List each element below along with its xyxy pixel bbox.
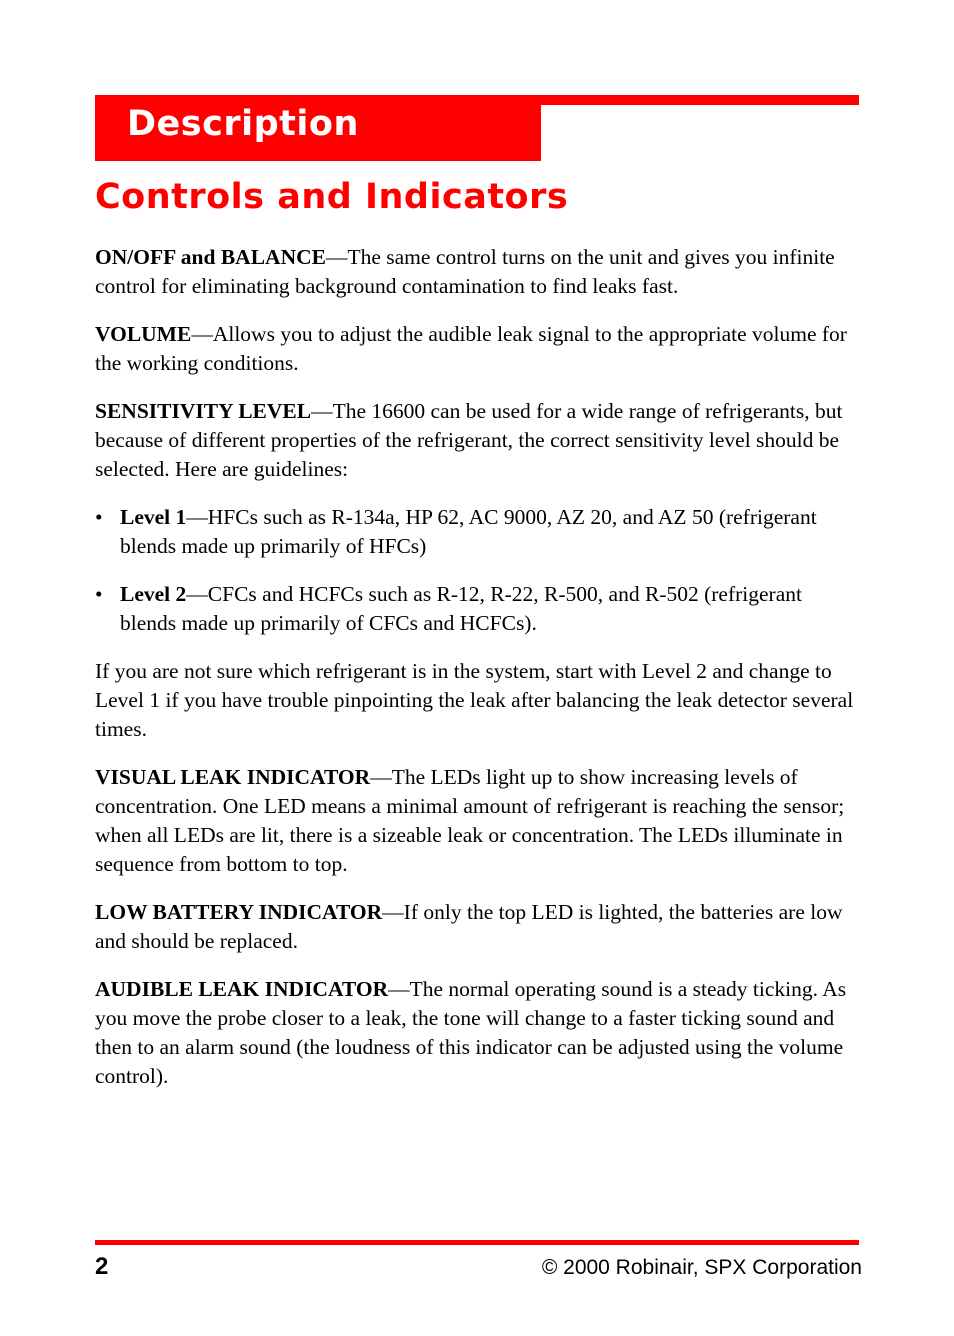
term-label: VISUAL LEAK INDICATOR <box>95 765 371 789</box>
page-number: 2 <box>95 1253 109 1280</box>
term-description: —Allows you to adjust the audible leak signal to the appropriate volume for the working conditions. <box>95 322 847 375</box>
term-label: AUDIBLE LEAK INDICATOR <box>95 977 389 1001</box>
term-description: —The LEDs light up to show increasing levels of concentration. One LED means a minimal amount of refrigerant is reaching the sensor; when all LEDs are lit, there is a sizeable leak or concentration. The LEDs illuminate in sequence from bottom to top. <box>95 765 845 876</box>
level-list <box>95 503 857 638</box>
paragraph-note: If you are not sure which refrigerant is in the system, start with Level 2 and change to Level 1 if you have trouble pinpointing the leak after balancing the leak detector several times. <box>95 659 854 741</box>
bullet-icon: • <box>95 505 103 529</box>
term-description: —The 16600 can be used for a wide range of refrigerants, but because of different properties of the refrigerant, the correct sensitivity level should be selected. Here are guidelines: <box>95 399 843 481</box>
term-description: —The normal operating sound is a steady ticking. As you move the probe closer to a leak, the tone will change to a faster ticking sound and then to an alarm sound (the loudness of this indicator can be adjusted using the volume control). <box>95 977 847 1088</box>
paragraph-audible-leak <box>95 975 857 1091</box>
bullet-icon: • <box>95 582 103 606</box>
level-label: Level 1 <box>120 505 187 529</box>
level-description: —CFCs and HCFCs such as R-12, R-22, R-500, and R-502 (refrigerant blends made up primarily of CFCs and HCFCs). <box>120 582 802 635</box>
body-content <box>95 243 857 1110</box>
term-label: VOLUME <box>95 322 192 346</box>
level-label: Level 2 <box>120 582 187 606</box>
list-item-level-2 <box>95 580 857 638</box>
page-heading: Controls and Indicators <box>95 177 569 217</box>
copyright-notice: © 2000 Robinair, SPX Corporation <box>541 1256 862 1279</box>
paragraph-volume <box>95 320 857 378</box>
paragraph-on-off <box>95 243 857 301</box>
term-description: —The same control turns on the unit and gives you infinite control for eliminating background contamination to find leaks fast. <box>95 245 835 298</box>
footer-red-rule <box>95 1240 859 1245</box>
section-title: Description <box>127 104 359 144</box>
paragraph-visual-leak <box>95 763 857 879</box>
term-label: LOW BATTERY INDICATOR <box>95 900 383 924</box>
level-description: —HFCs such as R-134a, HP 62, AC 9000, AZ 20, and AZ 50 (refrigerant blends made up primarily of HFCs) <box>120 505 817 558</box>
term-label: ON/OFF and BALANCE <box>95 245 326 269</box>
paragraph-sensitivity <box>95 397 857 484</box>
term-description: —If only the top LED is lighted, the batteries are low and should be replaced. <box>95 900 843 953</box>
list-item-level-1 <box>95 503 857 561</box>
term-label: SENSITIVITY LEVEL <box>95 399 312 423</box>
paragraph-low-battery <box>95 898 857 956</box>
